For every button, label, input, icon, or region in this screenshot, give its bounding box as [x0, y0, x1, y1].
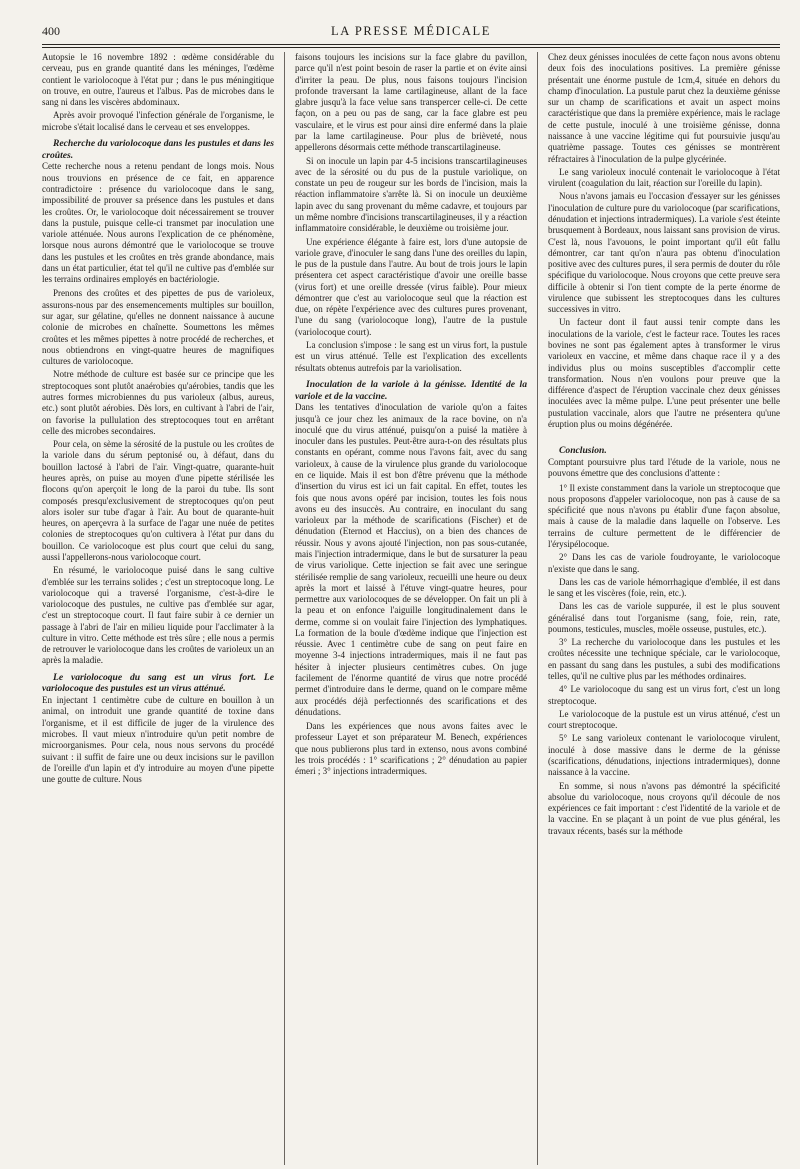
- running-header: [42, 24, 780, 46]
- paragraph: Si on inocule un lapin par 4-5 incisions transcartilagineuses avec de la sérosité ou du pus de la pustule variolique, on constate un peu de rougeur sur les bords de l'incision, mais la réaction inflammatoire s'arrête là. Si on inocule un deuxième lapin avec du sang provenant du même cadavre, et toujours par un même nombre d'incisions transcartilagineuses, il y a réaction inflammatoire considérable, le deuxième ou troisième jour.: [295, 155, 527, 234]
- paragraph: Un facteur dont il faut aussi tenir compte dans les inoculations de la variole, c'est le facteur race. Toutes les races bovines ne sont pas également aptes à transformer le virus varioleux en vaccine, et même dans chaque race il y a des individus plus ou moins susceptibles d'accomplir cette transformation. Nous n'en voulons pour preuve que la différence d'aspect de l'éruption vaccinale chez deux génisses inoculées avec la même pulpe. L'une peut présenter une belle pustulation vaccinale, alors que l'autre ne présentera qu'une éruption plus ou moins dégénérée.: [548, 317, 780, 429]
- journal-title: LA PRESSE MÉDICALE: [330, 24, 492, 38]
- paragraph: Nous n'avons jamais eu l'occasion d'essayer sur les génisses l'inoculation de culture pure du variolocoque (par scarifications, dénudation et injections intradermiques). La variole s'est éteinte brusquement à Bordeaux, nous laissant sans provision de virus. C'est là, nous l'avouons, le point important qu'il eût fallu démontrer, car tant qu'on n'aura pas obtenu d'inoculation positive avec des cultures pures, il sera permis de douter du rôle spécifique du variolocoque. Nous croyons que cette preuve sera difficile à obtenir si l'on tient compte de la perte énorme de virulence que subissent les streptocoques dans les cultures successives in vitro.: [548, 191, 780, 315]
- paragraph: Le sang varioleux inoculé contenait le variolocoque à l'état virulent (coagulation du lait, réaction sur l'oreille du lapin).: [548, 166, 780, 189]
- paragraph: Autopsie le 16 novembre 1892 : œdème considérable du cerveau, pus en grande quantité dans les méninges, l'œdème contient le variolocoque à l'état pur ; dans le pus méningitique on trouve, en outre, l'aureus et l'albus. Pas de microbes dans le sang ni dans les viscères abdominaux.: [42, 52, 274, 108]
- section-heading: Recherche du variolocoque dans les pustules et dans les croûtes.: [42, 137, 274, 161]
- paragraph: Prenons des croûtes et des pipettes de pus de varioleux, assurons-nous par des ensemencements multiples sur bouillon, sur agar, sur gélatine, qu'elles ne donnent naissance à aucune colonie de microbes en chaînette. Soumettons les mêmes croûtes et les mêmes pipettes à notre procédé de recherches, et nous obtiendrons en vingt-quatre heures de magnifiques cultures de variolocoque.: [42, 288, 274, 367]
- paragraph: 3° La recherche du variolocoque dans les pustules et les croûtes nécessite une technique spéciale, car le variolocoque, en passant du sang dans les pustules, a subi des modifications telles, qu'il ne cultive plus par les méthodes ordinaires.: [548, 637, 780, 682]
- column-left: [42, 52, 274, 1165]
- paragraph: Pour cela, on sème la sérosité de la pustule ou les croûtes de la variole dans du sérum peptonisé ou, à défaut, dans du bouillon lactosé à l'abri de l'air. Vingt-quatre, quarante-huit heures après, on puise au moyen d'une pipette stérilisée les flocons qu'on aperçoit le long de la paroi du tube. Ils sont composés presqu'exclusivement de streptocoques qu'on peut alors isoler sur tube d'agar à l'air. Au bout de quarante-huit heures, on aperçevra à la surface de l'agar une nuée de petites colonies de streptocoques qu'on cultivera à l'état pur dans du bouillon. Ce variolocoque est plus court que celui du sang, aussi l'appellerons-nous variolocoque court.: [42, 439, 274, 562]
- section-heading: Inoculation de la variole à la génisse. Identité de la variole et de la vaccine.: [295, 378, 527, 402]
- paragraph: Notre méthode de culture est basée sur ce principe que les streptocoques sont plutôt anaérobies qu'aérobies, tandis que les autres formes microbiennes du pus varioleux (albus, aureus, etc.) sont plutôt aérobies. Dès lors, en cultivant à l'abri de l'air, on favorise la pullulation des streptocoques tout en arrêtant celle des microbes secondaires.: [42, 369, 274, 436]
- header-rule: [42, 44, 780, 48]
- paragraph: La conclusion s'impose : le sang est un virus fort, la pustule est un virus atténué. Telle est l'explication des excellents résultats obtenus autrefois par la variolisation.: [295, 340, 527, 373]
- paragraph: 2° Dans les cas de variole foudroyante, le variolocoque n'existe que dans le sang.: [548, 552, 780, 574]
- paragraph: Dans les tentatives d'inoculation de variole qu'on a faites jusqu'à ce jour chez les animaux de la race bovine, on n'a inoculé que du virus atténué, puisqu'on a puisé la matière à inoculer dans les pustules. Peut-être aura-t-on des résultats plus constants en opérant, comme nous l'avons fait, avec du sang varioleux, à cause de la virulence plus grande du variolocoque en ce liquide. Mais il est bon d'être prévenu que la méthode d'insertion du virus est ici un fait capital. En effet, toutes les fois que nous avons opéré par incision, toutes les fois nous avons eu des insuccès. Au contraire, en inoculant du sang varioleux par la méthode de scarifications (Fischer) et de dénudation (Eternod et Haccius), on a bien des chances de réussir. Nous y avons ajouté l'injection, non pas sous-cutanée, mais l'injection intradermique, dans le but de sursaturer la peau de virus variolique. Cette injection se fait avec une seringue stérilisée remplie de sang varioleux, recueilli une heure ou deux après la mort et laissé à l'étuve vingt-quatre heures, pour permettre aux variolocoques de se développer. On fait un pli à la peau et on enfonce l'aiguille longitudinalement dans le derme, comme si on voulait faire l'injection des lymphatiques. La formation de la boule d'œdème indique que l'injection est réussie. Avec 1 centimètre cube de sang on peut faire en moyenne 3-4 injections intradermiques, mais il ne faut pas hésiter à injecter plusieurs centimètres cubes. On juge facilement de l'énorme quantité de virus que notre procédé permet d'introduire dans le derme, quand on le compare même aux procédés déjà perfectionnés des scarifications et des dénudations.: [295, 402, 527, 717]
- page-number: 400: [42, 24, 60, 38]
- paragraph: En injectant 1 centimètre cube de culture en bouillon à un animal, on introduit une grande quantité de toxine dans l'organisme, et il est difficile de juger de la virulence des microbes. Il vaut mieux n'introduire qu'un petit nombre de microorganismes. Pour cela, nous nous servons du procédé suivant : il suffit de faire une ou deux incisions sur le pavillon de l'oreille d'un lapin et d'y introduire au moyen d'une pipette une goutte de culture. Nous: [42, 695, 274, 785]
- section-heading: Le variolocoque du sang est un virus fort. Le variolocoque des pustules est un virus atténué.: [42, 671, 274, 695]
- paragraph: Une expérience élégante à faire est, lors d'une autopsie de variole grave, d'inoculer le sang dans l'une des oreilles du lapin, le pus de la pustule dans l'autre. Au bout de trois jours le lapin présentera cet aspect caractéristique d'avoir une oreille basse (virus fort) et une oreille dressée (virus faible). Pour mieux démontrer que c'est au variolocoque seul que la réaction est due, on répète l'expérience avec des cultures pures provenant, l'une du sang (variolocoque long), l'autre de la pustule (variolocoque court).: [295, 236, 527, 337]
- paragraph: faisons toujours les incisions sur la face glabre du pavillon, parce qu'il n'est point besoin de raser la partie et on évite ainsi d'irriter la peau. De plus, nous faisons toujours l'incision profonde traversant la lame cartilagineuse, allant de la face glabre jusqu'à la face velue sans transpercer celle-ci. De cette façon, on a peu ou pas de sang, car la face glabre est peu vasculaire, et le virus est pour ainsi dire enfermé dans la plaie par la lame cartilagineuse. Pour plus de brièveté, nous appellerons désormais cette méthode transcartilagineuse.: [295, 52, 527, 153]
- paragraph: Dans les expériences que nous avons faites avec le professeur Layet et son préparateur M. Benech, expériences que nous publierons plus tard in extenso, nous avons combiné les trois procédés : 1° scarifications ; 2° dénudation au papier émeri ; 3° injections intradermiques.: [295, 721, 527, 777]
- column-divider: [284, 52, 285, 1165]
- paragraph: En résumé, le variolocoque puisé dans le sang cultive d'emblée sur les terrains solides ; c'est un streptocoque long. Le variolocoque qui a traversé l'organisme, c'est-à-dire le variolocoque des pustules, ne cultive pas d'emblée sur agar, c'est un streptocoque court. Il faut faire subir à ce dernier un passage à l'abri de l'air en milieu liquide pour l'acclimater à la culture in vitro. Cette méthode est très sûre ; elle nous a permis de retrouver le variolocoque dans les croûtes de varioleux un an après la maladie.: [42, 565, 274, 666]
- paragraph: 4° Le variolocoque du sang est un virus fort, c'est un long streptocoque.: [548, 684, 780, 706]
- paragraph: Le variolocoque de la pustule est un virus atténué, c'est un court streptocoque.: [548, 708, 780, 731]
- column-divider: [537, 52, 538, 1165]
- column-right: [548, 52, 780, 1165]
- paragraph: Après avoir provoqué l'infection générale de l'organisme, le microbe s'était localisé dans le cerveau et ses enveloppes.: [42, 110, 274, 132]
- paragraph: Cette recherche nous a retenu pendant de longs mois. Nous nous trouvions en présence de ce fait, en apparence contradictoire : présence du variolocoque dans le sang, impossibilité de prouver sa présence dans les pustules et dans les croûtes. Or, le variolocoque doit nécessairement se trouver dans la pustule, puisque celle-ci transmet par inoculation une variole atténuée. Nous aurons l'explication de ce phénomène, lorsque nous aurons démontré que le variolocoque se trouve dans les pustules et les croûtes en très grande abondance, mais dans un état particulier, état tel qu'il ne cultive pas d'emblée sur les terrains ordinaires employés en bactériologie.: [42, 161, 274, 285]
- paragraph: 5° Le sang varioleux contenant le variolocoque virulent, inoculé à dose massive dans le derme de la génisse (scarifications, dénudations, injections intradermiques), donne naissance à la vaccine.: [548, 733, 780, 778]
- paragraph: Dans les cas de variole hémorrhagique d'emblée, il est dans le sang et les viscères (foie, rein, etc.).: [548, 576, 780, 599]
- section-heading: Conclusion.: [559, 445, 607, 457]
- column-middle: [295, 52, 527, 1165]
- section-gap: [548, 432, 780, 440]
- paragraph: En somme, si nous n'avons pas démontré la spécificité absolue du variolocoque, nous croyons qu'il découle de nos expériences ce fait important : c'est l'identité de la variole et de la vaccine. En se plaçant à un point de vue plus général, les travaux récents, basés sur la méthode: [548, 780, 780, 836]
- text-columns: [42, 52, 780, 1165]
- paragraph: Comptant poursuivre plus tard l'étude de la variole, nous ne pouvons émettre que des conclusions d'attente :: [548, 456, 780, 479]
- paragraph: Dans les cas de variole suppurée, il est le plus souvent généralisé dans tout l'organisme (sang, foie, rein, rate, poumons, testicules, muscles, moële osseuse, pustules, etc.).: [548, 601, 780, 634]
- paragraph: 1° Il existe constamment dans la variole un streptocoque que nous proposons d'appeler variolocoque, non pas à cause de sa spécificité que nous n'avons pu établir d'une façon absolue, mais à cause de la maladie dans laquelle on l'observe. Les terrains de culture permettent de le différencier de l'érysipélocoque.: [548, 482, 780, 549]
- paragraph: Chez deux génisses inoculées de cette façon nous avons obtenu deux fois des inoculations positives. La première génisse présentait une énorme pustule de 1cm,4, située en dehors du champ d'inoculation. La pustule parut chez la deuxième génisse sur un champ de scarifications et avait un aspect moins caractéristique que dans la première expérience, mais le raclage de cette pustule, inoculé à une troisième génisse, donna naissance à une vaccine légitime qui fut poursuivie jusqu'au quatrième passage. Toutes ces génisses se montrèrent réfractaires à l'inoculation de la pulpe glycérinée.: [548, 52, 780, 164]
